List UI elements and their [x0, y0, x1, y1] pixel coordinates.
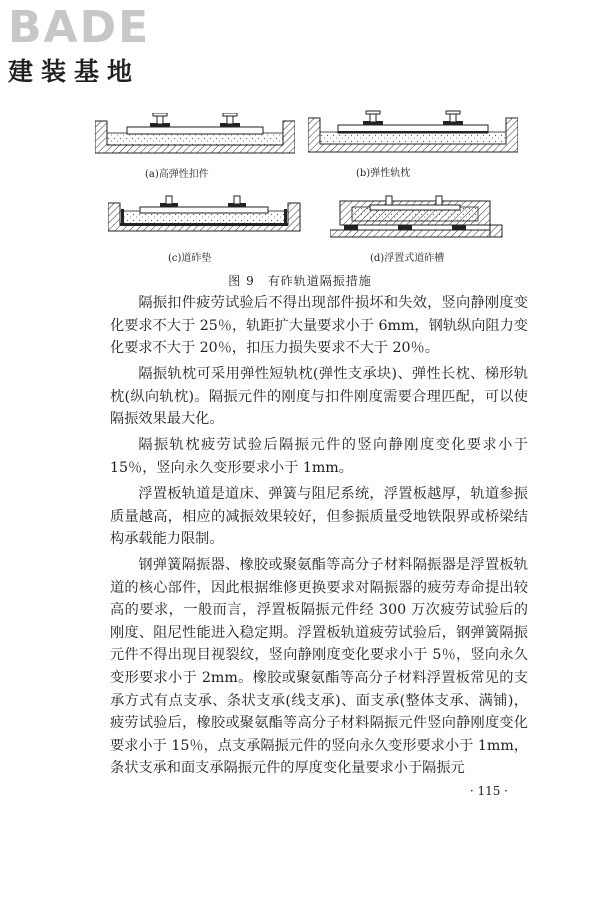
figure-panel-c — [108, 195, 308, 264]
ballast-track-diagram-d — [330, 195, 530, 241]
paragraph: 隔振轨枕可采用弹性短轨枕(弹性支承块)、弹性长枕、梯形轨枕(纵向轨枕)。隔振元件的刚度与扣件刚度需要合理匹配，可以使隔振效果最大化。 — [110, 366, 528, 428]
brand-logo — [8, 2, 178, 96]
paragraph: 隔振扣件疲劳试验后不得出现部件损坏和失效，竖向静刚度变化要求不大于 25％，轨距扩大量要求小于 6mm，钢轨纵向阻力变化要求不大于 20％，扣压力损失要求不大于 20％。 — [110, 295, 528, 357]
panel-caption-b: (b)弹性轨枕 — [356, 168, 411, 179]
panel-caption-a: (a)高弹性扣件 — [145, 169, 209, 180]
figure-panel-d — [330, 195, 530, 264]
panel-caption-d: (d)浮置式道砟槽 — [370, 253, 445, 264]
figure-panel-a — [95, 113, 295, 180]
track-isolation-figure — [90, 105, 530, 280]
ballast-track-diagram-b — [308, 110, 518, 160]
figure-panel-b — [308, 110, 518, 179]
paragraph: 浮置板轨道是道床、弹簧与阻尼系统，浮置板越厚，轨道参振质量越高，相应的减振效果较好，但参振质量受地铁限界或桥梁结构承载能力限制。 — [110, 485, 528, 548]
figure-caption: 图 9 有砟轨道隔振措施 — [228, 274, 372, 288]
panel-caption-c: (c)道砟垫 — [168, 253, 212, 264]
paragraph: 钢弹簧隔振器、橡胶或聚氨酯等高分子材料隔振器是浮置板轨道的核心部件，因此根据维修更换要求对隔振器的疲劳寿命提出较高的要求，一般而言，浮置板隔振元件经 300 万次疲劳试验后的刚度、阻尼性能进入稳定期。浮置板轨道疲劳试验后，钢弹簧隔振元件不得出现目视裂纹，竖向静刚度变化要求小于 5％，竖向永久变形要求小于 2mm。橡胶或聚氨酯等高分子材料浮置板常见的支承方式有点支承、条状支承(线支承)、面支承(整体支承、满铺)，疲劳试验后，橡胶或聚氨酯等高分子材料隔振元件竖向静刚度变化要求小于 15％，点支承隔振元件的竖向永久变形要求小于 1mm，条状支承和面支承隔振元件的厚度变化量要求小于隔振元 — [110, 557, 528, 777]
body-text — [110, 292, 528, 783]
page-number: · 115 · — [469, 784, 508, 798]
ballast-track-diagram-c — [108, 195, 308, 239]
logo-wordmark: BADE — [8, 2, 151, 53]
paragraph: 隔振轨枕疲劳试验后隔振元件的竖向静刚度变化要求小于 15％，竖向永久变形要求小于 1mm。 — [110, 437, 528, 476]
ballast-track-diagram-a — [95, 113, 295, 161]
logo-subtitle: 建装基地 — [8, 57, 141, 86]
